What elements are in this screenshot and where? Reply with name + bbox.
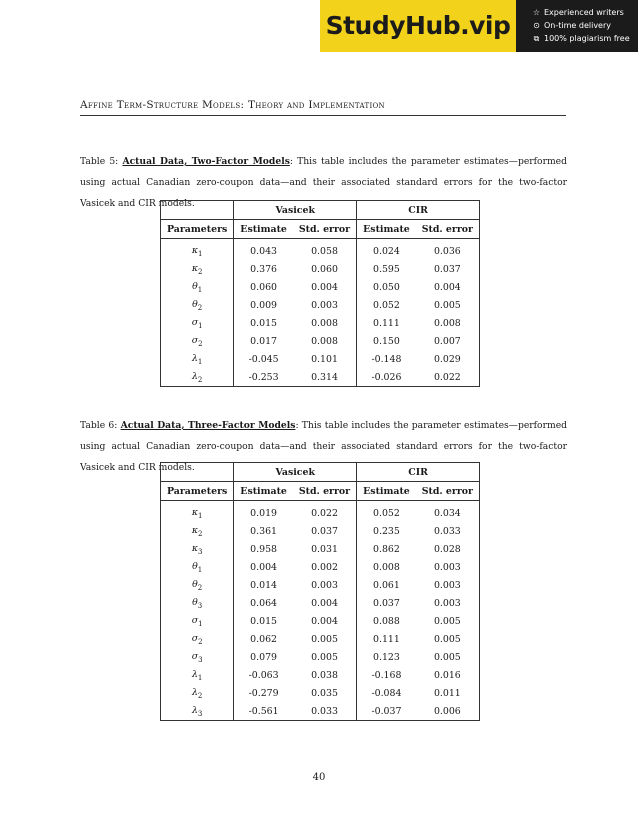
estimate-cell: 0.088 [373, 615, 400, 627]
table6 [160, 462, 480, 721]
estimate-cell: 0.595 [373, 263, 400, 275]
estimate-cell: 0.958 [250, 543, 278, 555]
table-row [161, 702, 480, 721]
parameter-symbol: σ [191, 614, 199, 626]
std-error-cell: 0.006 [416, 702, 480, 721]
std-error-cell: 0.005 [416, 296, 480, 314]
parameter-subscript: 3 [197, 709, 203, 718]
parameter-subscript: 1 [198, 321, 203, 330]
std-error-cell: 0.005 [293, 630, 357, 648]
std-error-cell: 0.314 [293, 368, 357, 387]
std-error-cell: 0.034 [416, 504, 480, 522]
estimate-cell: 0.037 [373, 597, 400, 609]
estimate-cell: -0.026 [357, 368, 416, 387]
std-error-cell: 0.038 [293, 666, 357, 684]
parameter-cell [161, 648, 234, 666]
estimate-cell: 0.150 [373, 335, 400, 347]
estimate-cell: -0.045 [248, 353, 279, 365]
parameter-cell [161, 540, 234, 558]
std-error-cell: 0.004 [293, 612, 357, 630]
std-error-cell: 0.035 [293, 684, 357, 702]
parameter-symbol: θ [192, 560, 198, 572]
parameter-cell [161, 522, 234, 540]
estimate-cell: 0.015 [250, 317, 278, 329]
parameter-symbol: σ [191, 334, 199, 346]
estimate-cell: 0.050 [373, 281, 400, 293]
parameter-subscript: 2 [197, 303, 203, 312]
std-error-cell: 0.033 [416, 522, 480, 540]
std-error-cell: 0.005 [293, 648, 357, 666]
std-error-cell: 0.033 [293, 702, 357, 721]
parameter-cell [161, 314, 234, 332]
std-error-cell: 0.008 [416, 314, 480, 332]
parameter-symbol: λ [191, 352, 198, 364]
parameter-subscript: 1 [197, 249, 203, 258]
std-error-cell: 0.016 [416, 666, 480, 684]
parameter-cell [161, 350, 234, 368]
estimate-cell: 0.111 [373, 317, 400, 329]
perk-item [532, 6, 636, 19]
std-error-cell: 0.005 [416, 630, 480, 648]
parameter-subscript: 2 [197, 583, 203, 592]
ad-banner[interactable] [320, 0, 638, 52]
col-header-estimate: Estimate [357, 482, 416, 501]
std-error-cell: 0.004 [293, 594, 357, 612]
table-row [161, 558, 480, 576]
estimate-cell: 0.361 [250, 525, 278, 537]
parameter-cell [161, 260, 234, 278]
group-header-cir: CIR [357, 201, 480, 220]
std-error-cell: 0.003 [293, 296, 357, 314]
estimate-cell: 0.017 [250, 335, 278, 347]
estimate-cell: 0.052 [373, 299, 400, 311]
parameter-symbol: κ [191, 244, 198, 256]
std-error-cell: 0.004 [416, 278, 480, 296]
parameter-subscript: 1 [197, 565, 203, 574]
group-header-vasicek: Vasicek [234, 463, 357, 482]
parameter-symbol: λ [191, 686, 198, 698]
estimate-cell: 0.052 [373, 507, 400, 519]
table-row [161, 260, 480, 278]
parameter-symbol: σ [191, 650, 199, 662]
header-blank [161, 201, 234, 220]
estimate-cell: 0.043 [250, 245, 278, 257]
std-error-cell: 0.003 [416, 594, 480, 612]
parameter-subscript: 2 [198, 339, 203, 348]
estimate-cell: 0.004 [250, 561, 278, 573]
std-error-cell: 0.031 [293, 540, 357, 558]
parameter-subscript: 3 [198, 655, 203, 664]
parameter-symbol: κ [191, 506, 198, 518]
table-row [161, 594, 480, 612]
parameter-cell [161, 368, 234, 387]
table-row [161, 368, 480, 387]
std-error-cell: 0.003 [416, 558, 480, 576]
table-row [161, 666, 480, 684]
table6-label: Table 6: [80, 420, 118, 431]
estimate-cell: -0.253 [234, 368, 293, 387]
brand-logo[interactable]: StudyHub.vip [320, 0, 516, 52]
std-error-cell: 0.022 [416, 368, 480, 387]
std-error-cell: 0.011 [416, 684, 480, 702]
col-header-std-error: Std. error [293, 482, 357, 501]
parameter-subscript: 2 [197, 267, 203, 276]
estimate-cell: 0.862 [373, 543, 400, 555]
table-row [161, 612, 480, 630]
perk-text: On-time delivery [544, 21, 611, 30]
parameter-symbol: κ [191, 542, 198, 554]
parameter-cell [161, 702, 234, 721]
estimate-cell: 0.079 [250, 651, 278, 663]
parameter-symbol: θ [192, 280, 198, 292]
estimate-cell: 0.064 [250, 597, 278, 609]
table-row [161, 296, 480, 314]
estimate-cell: -0.561 [234, 702, 293, 721]
std-error-cell: 0.029 [416, 350, 480, 368]
table-row [161, 648, 480, 666]
parameter-cell [161, 332, 234, 350]
estimate-cell: 0.062 [250, 633, 278, 645]
perk-text: 100% plagiarism free [544, 34, 630, 43]
estimate-cell: 0.008 [373, 561, 400, 573]
parameter-subscript: 3 [197, 547, 203, 556]
perk-text: Experienced writers [544, 8, 624, 17]
perk-item [532, 19, 636, 32]
parameter-symbol: λ [191, 370, 198, 382]
parameter-cell [161, 576, 234, 594]
parameter-symbol: σ [191, 316, 199, 328]
clock-icon: ⊙ [533, 21, 540, 30]
estimate-cell: 0.009 [250, 299, 278, 311]
page-number: 40 [312, 772, 326, 783]
parameter-subscript: 1 [197, 357, 203, 366]
estimate-cell: 0.123 [373, 651, 400, 663]
perks-list [532, 6, 636, 45]
std-error-cell: 0.004 [293, 278, 357, 296]
parameter-symbol: θ [192, 596, 198, 608]
std-error-cell: 0.008 [293, 332, 357, 350]
parameter-subscript: 2 [198, 637, 203, 646]
parameter-cell [161, 630, 234, 648]
col-header-parameters: Parameters [161, 482, 234, 501]
estimate-cell: 0.024 [373, 245, 400, 257]
parameter-symbol: θ [192, 578, 198, 590]
std-error-cell: 0.005 [416, 648, 480, 666]
group-header-cir: CIR [357, 463, 480, 482]
std-error-cell: 0.037 [416, 260, 480, 278]
col-header-std-error: Std. error [416, 220, 480, 239]
std-error-cell: 0.058 [293, 242, 357, 260]
table-row [161, 684, 480, 702]
parameter-cell [161, 558, 234, 576]
parameter-subscript: 2 [197, 691, 203, 700]
parameter-subscript: 1 [198, 619, 203, 628]
std-error-cell: 0.028 [416, 540, 480, 558]
parameter-subscript: 1 [197, 511, 203, 520]
table-row [161, 630, 480, 648]
estimate-cell: 0.376 [250, 263, 278, 275]
col-header-estimate: Estimate [234, 482, 293, 501]
estimate-cell: -0.063 [248, 669, 279, 681]
parameter-cell [161, 612, 234, 630]
parameter-cell [161, 296, 234, 314]
table-row [161, 540, 480, 558]
col-header-estimate: Estimate [357, 220, 416, 239]
estimate-cell: 0.015 [250, 615, 278, 627]
estimate-cell: 0.111 [373, 633, 400, 645]
parameter-subscript: 1 [197, 285, 203, 294]
parameter-symbol: κ [191, 524, 198, 536]
table5-title: Actual Data, Two-Factor Models [122, 156, 290, 167]
table6-title: Actual Data, Three-Factor Models [120, 420, 296, 431]
parameter-cell [161, 278, 234, 296]
std-error-cell: 0.008 [293, 314, 357, 332]
estimate-cell: 0.061 [373, 579, 400, 591]
parameter-symbol: κ [191, 262, 198, 274]
estimate-cell: 0.235 [373, 525, 400, 537]
parameter-symbol: θ [192, 298, 198, 310]
running-header: Affine Term-Structure Models: Theory and Implementation [80, 99, 566, 116]
group-header-vasicek: Vasicek [234, 201, 357, 220]
parameter-cell [161, 594, 234, 612]
std-error-cell: 0.003 [416, 576, 480, 594]
col-header-parameters: Parameters [161, 220, 234, 239]
std-error-cell: 0.002 [293, 558, 357, 576]
std-error-cell: 0.060 [293, 260, 357, 278]
table5-label: Table 5: [80, 156, 119, 167]
parameter-subscript: 2 [197, 375, 203, 384]
table6-caption-text: : This table includes the parameter estimates—performed using actual Canadian zero-coupon data—and their associated standard errors for the two-factor Vasicek and CIR models. [80, 420, 568, 473]
estimate-cell: -0.148 [371, 353, 402, 365]
std-error-cell: 0.005 [416, 612, 480, 630]
parameter-cell [161, 684, 234, 702]
parameter-subscript: 3 [197, 601, 203, 610]
table-row [161, 332, 480, 350]
std-error-cell: 0.003 [293, 576, 357, 594]
table-row [161, 576, 480, 594]
estimate-cell: -0.279 [248, 687, 279, 699]
std-error-cell: 0.037 [293, 522, 357, 540]
estimate-cell: -0.037 [357, 702, 416, 721]
col-header-std-error: Std. error [416, 482, 480, 501]
col-header-estimate: Estimate [234, 220, 293, 239]
col-header-std-error: Std. error [293, 220, 357, 239]
parameter-cell [161, 504, 234, 522]
star-icon: ☆ [532, 8, 541, 17]
parameter-symbol: λ [191, 704, 198, 716]
parameter-symbol: λ [191, 668, 198, 680]
perk-item [532, 32, 636, 45]
std-error-cell: 0.007 [416, 332, 480, 350]
table-row [161, 504, 480, 522]
estimate-cell: -0.168 [371, 669, 402, 681]
estimate-cell: 0.019 [250, 507, 278, 519]
header-blank [161, 463, 234, 482]
std-error-cell: 0.022 [293, 504, 357, 522]
parameter-subscript: 1 [197, 673, 203, 682]
std-error-cell: 0.101 [293, 350, 357, 368]
table-row [161, 522, 480, 540]
estimate-cell: 0.014 [250, 579, 278, 591]
table-row [161, 350, 480, 368]
table-row [161, 278, 480, 296]
copy-icon: ⧉ [533, 34, 540, 43]
table5 [160, 200, 480, 387]
table-row [161, 314, 480, 332]
parameter-cell [161, 242, 234, 260]
estimate-cell: 0.060 [250, 281, 278, 293]
parameter-cell [161, 666, 234, 684]
table-row [161, 242, 480, 260]
std-error-cell: 0.036 [416, 242, 480, 260]
parameter-symbol: σ [191, 632, 199, 644]
parameter-subscript: 2 [197, 529, 203, 538]
estimate-cell: -0.084 [371, 687, 402, 699]
table5-caption-text: : This table includes the parameter estimates—performed using actual Canadian zero-coupon data—and their associated standard errors for the two-factor Vasicek and CIR models. [80, 156, 568, 209]
